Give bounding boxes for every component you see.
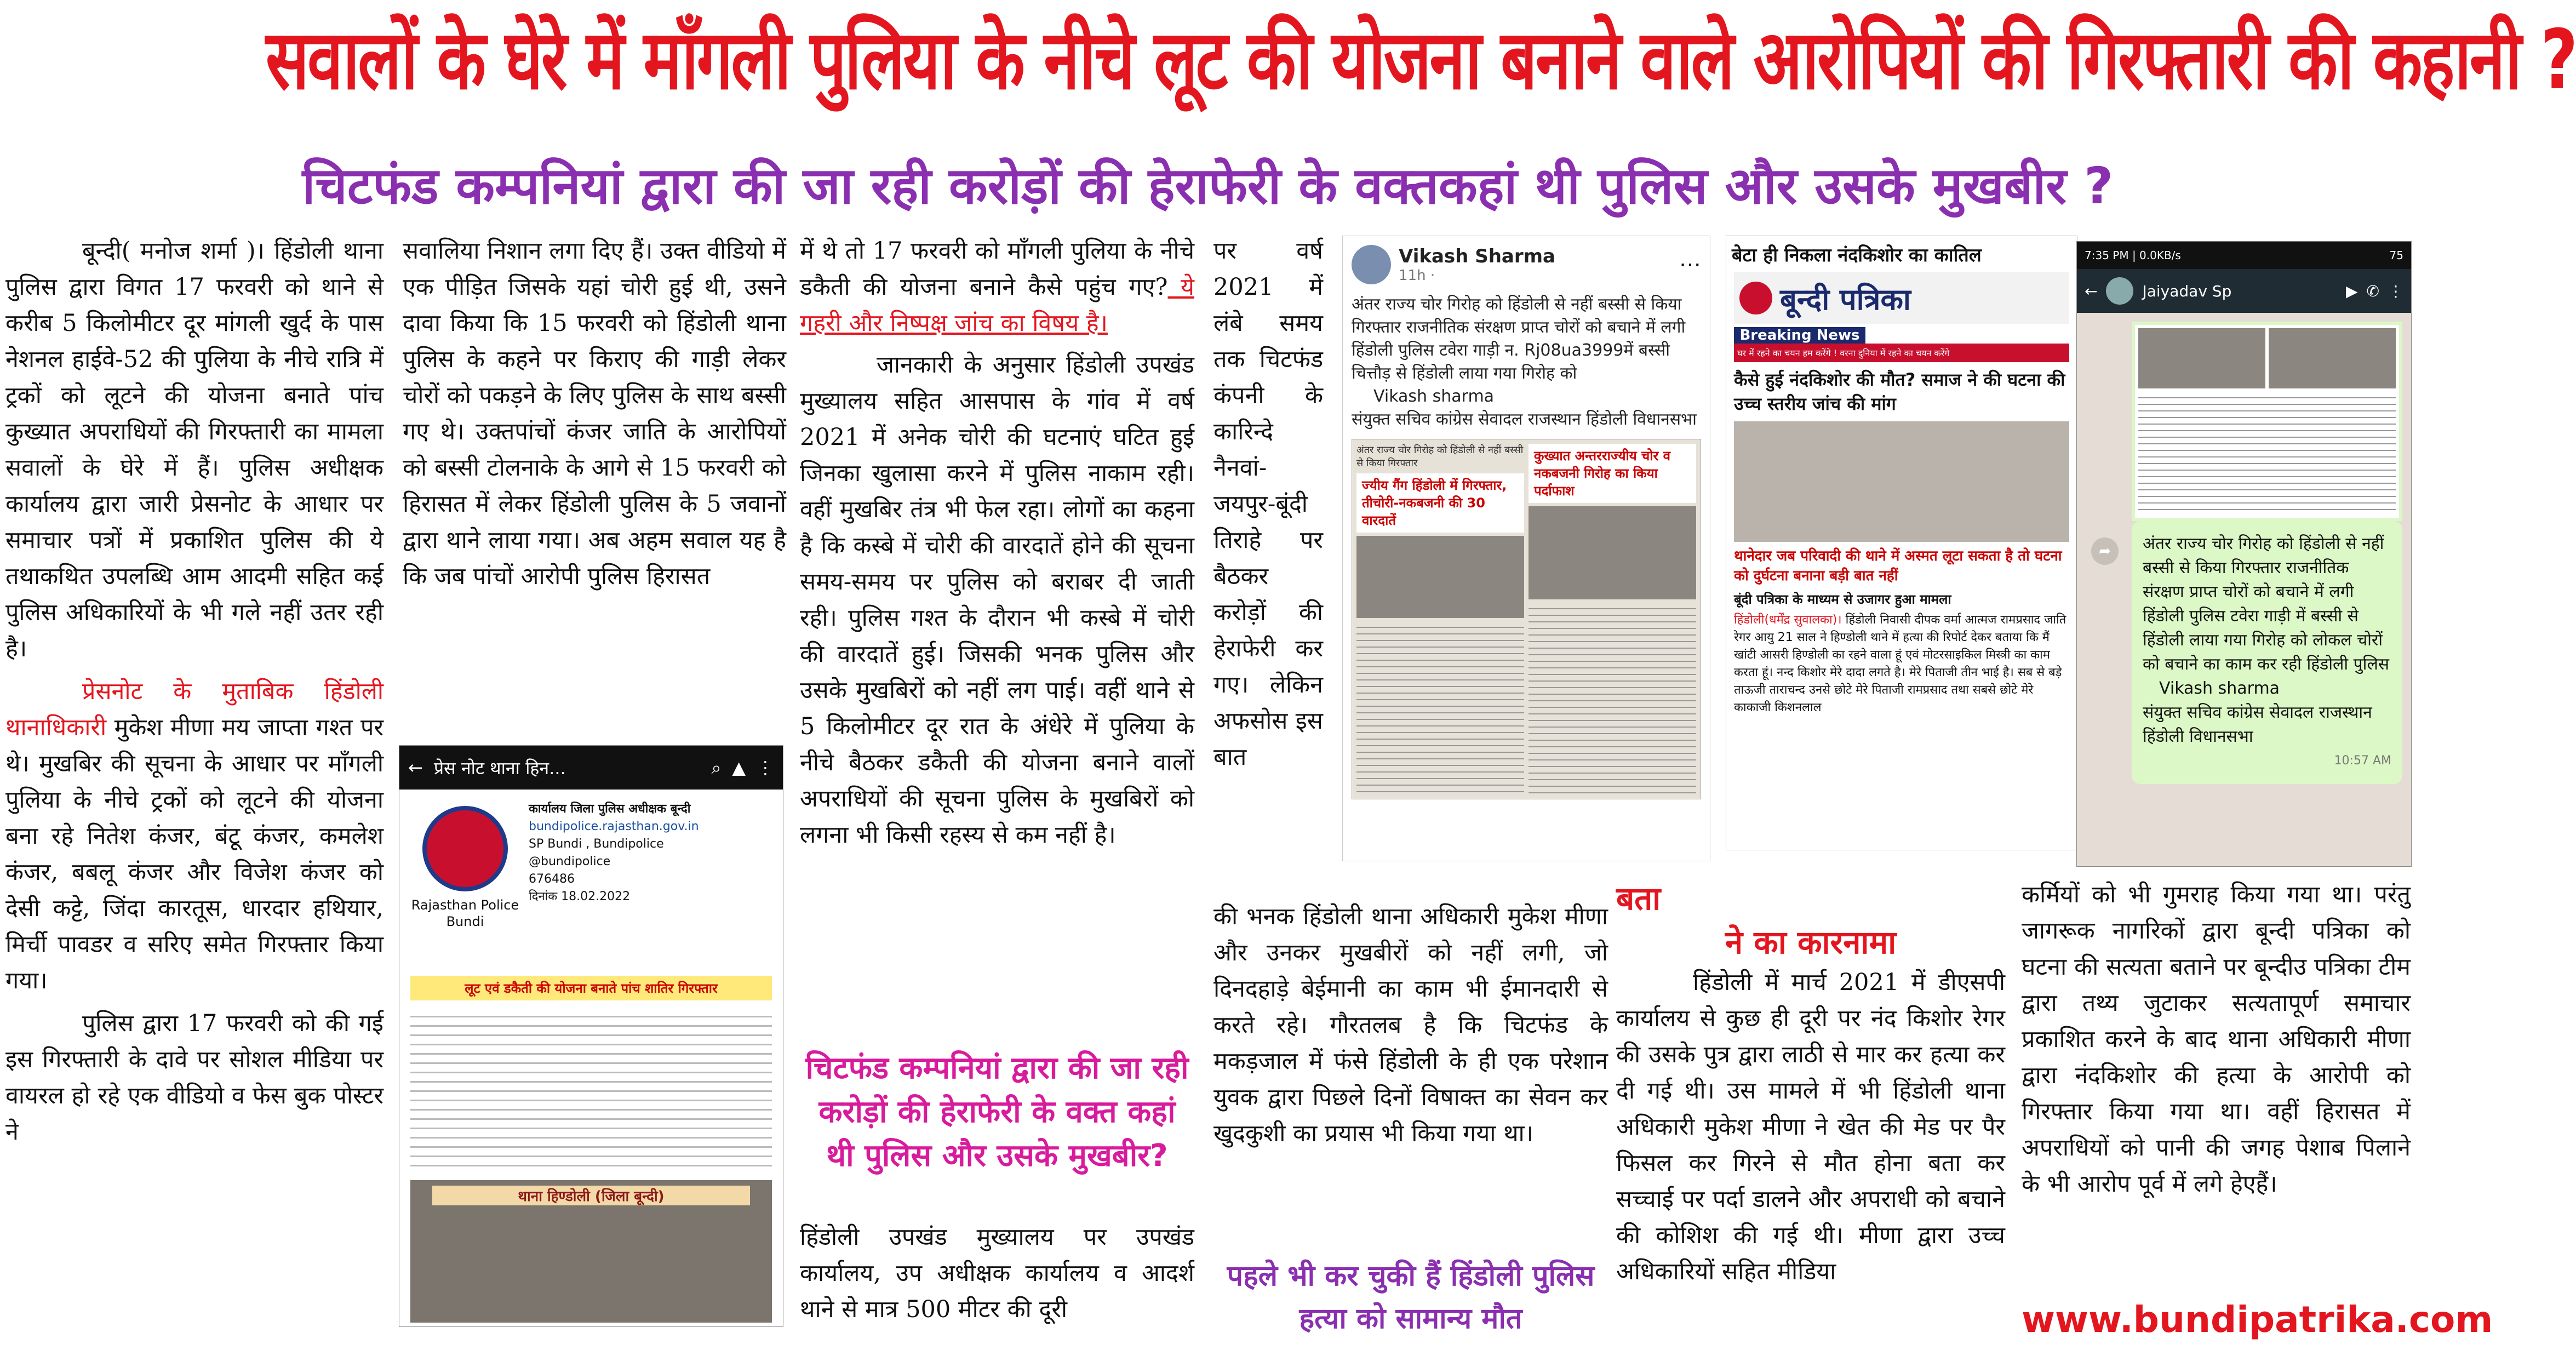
bp-sub: बूंदी पत्रिका के माध्यम से उजागर हुआ मामला xyxy=(1734,592,1951,607)
forward-icon[interactable]: ➦ xyxy=(2091,537,2119,565)
bp-headline: कैसे हुई नंदकिशोर की मौत? समाज ने की घटना की उच्च स्तरीय जांच की मांग xyxy=(1734,369,2065,414)
main-headline: सवालों के घेरे में माँगली पुलिया के नीचे लूट की योजना बनाने वाले आरोपियों की गिरफ्तारी की कहानी ? xyxy=(265,13,2576,108)
bp-body-red: हिंडोली(धर्मेंद्र सुवालका)। xyxy=(1734,613,1842,627)
facebook-post xyxy=(1342,236,1710,861)
clip2-head: ज्यीय गैंग हिंडोली में गिरफ्तार, तीचोरी-नकबजनी की 30 वारदातें xyxy=(1356,473,1524,533)
chat-message xyxy=(2132,521,2402,784)
bp-masthead xyxy=(1734,272,2069,324)
shared-photo-1 xyxy=(2138,328,2265,388)
status-time: 7:35 PM | 0.0KB/s xyxy=(2085,249,2181,262)
col6-para1: कर्मियों को भी गुमराह किया गया था। परंतु जागरूक नागरिकों द्वारा बून्दी पत्रिका को घटना की सत्यता बताने पर बून्दीउ पत्रिका टीम द्वारा तथ्य जुटाकर सत्यतापूर्ण समाचार प्रकाशित करने के बाद थाना अधिकारी मीणा द्वारा नंदकिशोर की हत्या के आरोपी को गिरफ्तार किया गया था। वहीं हिरासत में अपराधियों को पानी की जगह पेशाब पिलाने के भी आरोप पूर्व में लगे हेएहैं। xyxy=(2022,881,2411,1198)
pressnote-section-title: लूट एवं डकैती की योजना बनाते पांच शातिर गिरफ्तार xyxy=(410,976,772,1000)
col3-red-highlight: ये गहरी और निष्पक्ष जांच का विषय है। xyxy=(800,273,1194,337)
sub-headline: चिटफंड कम्पनियां द्वारा की जा रही करोड़ों की हेराफेरी के वक्तकहां थी पुलिस और उसके मुखबीर ? xyxy=(302,157,2114,215)
station-sign: थाना हिण्डोली (जिला बून्दी) xyxy=(432,1186,750,1205)
fb-sign-title: संयुक्त सचिव कांग्रेस सेवादल राजस्थान हिंडोली विधानसभा xyxy=(1352,410,1697,429)
bp-body: हिंडोली निवासी दीपक वर्मा आत्मज रामप्रसाद जाति रेगर आयु 21 साल ने हिण्डोली थाने में हत्या की रिपोर्ट देकर बताया कि मैं खांटी आसरी हिण्डोली का रहने वाला हूं एवं मोटरसाइकिल मिस्त्री का काम करता हूं। नन्द किशोर मेरे दादा लगते है। मेरे पिताजी तीन भाई है। सब से बड़े ताऊजी ताराचन्द उनसे छोटे मेरे पिताजी रामप्रसाद तथा सबसे छोटे मेरे काकाजी किशनलाल xyxy=(1734,613,2066,714)
article-column-3 xyxy=(800,233,1194,1044)
pressnote-screenshot xyxy=(399,745,783,1327)
bp-ticker: घर में रहने का चयन हम करेंगे ! वरना दुनिया में रहने का चयन करेंगे xyxy=(1734,344,2069,362)
byline: बून्दी( मनोज शर्मा )। xyxy=(82,237,265,265)
clip3-head: कुख्यात अन्तरराज्यीय चोर व नकबजनी गिरोह का किया पर्दाफाश xyxy=(1529,444,1696,503)
phone-icon[interactable]: ✆ xyxy=(2366,282,2379,300)
back-arrow-icon[interactable]: ← xyxy=(2085,282,2098,300)
fb-header xyxy=(1343,236,1710,293)
avatar[interactable] xyxy=(2106,277,2133,305)
fb-sign-name: Vikash sharma xyxy=(1373,387,1495,406)
bundipatrika-clipping xyxy=(1726,236,2077,850)
article-column-1 xyxy=(5,233,383,1345)
shared-photo-2 xyxy=(2269,328,2396,388)
search-icon[interactable]: ⌕ xyxy=(711,757,722,778)
fb-author[interactable]: Vikash Sharma xyxy=(1399,245,1555,267)
police-logo xyxy=(410,800,520,965)
bp-logo-icon xyxy=(1739,282,1772,314)
bp-breaking: Breaking News xyxy=(1734,327,1865,344)
back-arrow-icon[interactable]: ← xyxy=(408,757,423,778)
clip-text-1 xyxy=(1356,621,1524,794)
message-sign-title: संयुक्त सचिव कांग्रेस सेवादल राजस्थान हिंडोली विधानसभा xyxy=(2143,703,2372,746)
drive-icon[interactable]: ▲ xyxy=(732,757,746,778)
col5-head-a: बता xyxy=(1616,880,1661,917)
bp-top-head: बेटा ही निकला नंदकिशोर का कातिल xyxy=(1732,244,1982,266)
article-column-6 xyxy=(2022,877,2411,1315)
col1-para2: मुकेश मीणा मय जाप्ता गश्त पर थे। मुखबिर की सूचना के आधार पर माँगली पुलिया के नीचे ट्रकों को लूटने की योजना बना रहे नितेश कंजर, बंटू कंजर, कमलेश कंजर, बबलू कंजर और विजेश कंजर को देसी कट्टे, जिंदा कारतूस, धारदार हथियार, मिर्ची पावडर व सरिए समेत गिरफ्तार किया गया। xyxy=(5,714,383,994)
col1-red-lead: प्रेसनोट के मुताबिक हिंडोली थानाधिकारी xyxy=(5,678,383,741)
bp-caption: थानेदार जब परिवादी की थाने में अस्मत लूटा सकता है तो घटना को दुर्घटना बनाना बड़ी बात नहीं xyxy=(1734,548,2062,584)
bp-brand: बून्दी पत्रिका xyxy=(1780,282,1911,317)
article-column-4-narrow: पर वर्ष 2021 में लंबे समय तक चिटफंड कंपनी के कारिन्दे नैनवां-जयपुर-बूंदी तिराहे पर बैठकर करोड़ों की हेराफेरी कर गए। लेकिन अफसोस इस बात xyxy=(1213,237,1323,771)
video-call-icon[interactable]: ▶ xyxy=(2345,282,2358,300)
col2-para1: सवालिया निशान लगा दिए हैं। उक्त वीडियो में एक पीड़ित जिसके यहां चोरी हुई थी, उसने दावा किया कि 15 फरवरी को हिंडोली थाना पुलिस के कहने पर किराए की गाड़ी लेकर चोरों को पकड़ने के लिए पुलिस के साथ बस्सी गए थे। उक्तपांचों कंजर जाति के आरोपियों को बस्सी टोलनाके के आगे से 15 फरवरी को हिरासत में लेकर हिंडोली पुलिस के 5 जवानों द्वारा थाने लाया गया। अब अहम सवाल यह है कि जब पांचों आरोपी पुलिस हिरासत xyxy=(403,237,786,590)
article-column-5 xyxy=(1616,964,2005,1348)
more-icon[interactable]: ⋮ xyxy=(757,757,774,778)
clip-text-2 xyxy=(1529,603,1696,794)
fb-meta: 11h · xyxy=(1399,267,1435,284)
pressnote-header xyxy=(399,790,783,976)
battery-level: 75 xyxy=(2389,249,2403,262)
bp-photo xyxy=(1734,421,2069,542)
logo-text: Rajasthan Police Bundi xyxy=(411,897,519,929)
shared-image[interactable] xyxy=(2132,322,2402,521)
message-sign-name: Vikash sharma xyxy=(2159,679,2280,698)
more-icon[interactable]: ⋯ xyxy=(1679,252,1701,277)
col4-purple-subhead: पहले भी कर चुकी हैं हिंडोली पुलिस हत्या को सामान्य मौत xyxy=(1227,1260,1595,1335)
col3-para3: हिंडोली उपखंड मुख्यालय पर उपखंड कार्यालय, उप अधीक्षक कार्यालय व आदर्श थाने से मात्र 500 मीटर की दूरी xyxy=(800,1223,1194,1323)
website-url[interactable]: www.bundipatrika.com xyxy=(2022,1298,2493,1341)
fb-post-text: अंतर राज्य चोर गिरोह को हिंडोली से नहीं बस्सी से किया गिरफ्तार राजनीतिक संरक्षण प्राप्त चोरों को बचाने में लगी हिंडोली पुलिस टवेरा गाड़ी न. Rj08ua3999में बस्सी चित्तौड़ से हिंडोली लाया गया गिरोह को xyxy=(1352,295,1686,383)
shared-text xyxy=(2138,392,2396,514)
col3-para1: में थे तो 17 फरवरी को माँगली पुलिया के नीचे डकैती की योजना बनाने कैसे पहुंच गए? xyxy=(800,237,1194,301)
col3-pink-subhead: चिटफंड कम्पनियां द्वारा की जा रही करोड़ों की हेराफेरी के वक्त कहां थी पुलिस और उसके मुखबीर? xyxy=(805,1050,1189,1174)
whatsapp-screenshot xyxy=(2076,241,2412,867)
more-icon[interactable]: ⋮ xyxy=(2388,282,2403,300)
col1-para1: हिंडोली थाना पुलिस द्वारा विगत 17 फरवरी को थाने से करीब 5 किलोमीटर दूर मांगली खुर्द के पास नेशनल हाईवे-52 की पुलिया के नीचे रात्रि में ट्रकों को लूटने की योजना बनाते पांच कुख्यात अपराधियों की गिरफ्तारी का मामला सवालों के घेरे में हैं। पुलिस अधीक्षक कार्यालय द्वारा जारी प्रेसनोट के आधार पर समाचार पत्रों में प्रकाशित पुलिस की ये तथाकथित उपलब्धि आम आदमी सहित कई पुलिस अधिकारियों के भी गले नहीं उतर रही है। xyxy=(5,237,384,662)
message-time: 10:57 AM xyxy=(2334,754,2391,768)
fb-newspaper-clipping xyxy=(1352,439,1701,799)
pressnote-date: दिनांक 18.02.2022 xyxy=(529,890,631,903)
col5-head-b: ने का कारनामा xyxy=(1725,924,1897,961)
clip-photo-1 xyxy=(1356,536,1524,618)
clip1-head: अंतर राज्य चोर गिरोह को हिंडोली से नहीं बस्सी से किया गिरफ्तार xyxy=(1356,444,1524,469)
col1-para3: पुलिस द्वारा 17 फरवरी को की गई इस गिरफ्तारी के दावे पर सोशल मीडिया पर वायरल हो रहे एक वीडियो व फेस बुक पोस्टर ने xyxy=(5,1010,383,1146)
chat-header xyxy=(2077,269,2411,313)
phone: 676486 xyxy=(529,872,575,886)
website: bundipolice.rajasthan.gov.in xyxy=(529,820,699,833)
pressnote-bar-title: प्रेस नोट थाना हिन... xyxy=(433,757,566,779)
clip-photo-2 xyxy=(1529,506,1696,599)
fb-handle: SP Bundi , Bundipolice xyxy=(529,837,664,851)
col3-para2: जानकारी के अनुसार हिंडोली उपखंड मुख्यालय सहित आसपास के गांव में वर्ष 2021 में अनेक चोरी की घटनाएं घटित हुई जिनका खुलासा करने में पुलिस नाकाम रही। वहीं मुखबिर तंत्र भी फेल रहा। लोगों का कहना है कि कस्बे में चोरी की वारदातें होने की सूचना समय-समय पर पुलिस को बराबर दी जाती रही। पुलिस गश्त के दौरान भी कस्बे में चोरी की वारदातें हुई। जिसकी भनक पुलिस और उसके मुखबिरों को नहीं लग पाई। वहीं थाने से 5 किलोमीटर दूर रात के अंधेरे में पुलिया के नीचे बैठकर डकैती की योजना बनाने वालों अपराधियों की सूचना पुलिस के मुखबिरों को लगना भी किसी रहस्य से कम नहीं है। xyxy=(800,351,1194,849)
office-name: कार्यालय जिला पुलिस अधीक्षक बून्दी xyxy=(529,802,691,816)
twitter-handle: @bundipolice xyxy=(529,855,611,868)
article-column-4: की भनक हिंडोली थाना अधिकारी मुकेश मीणा और उनकर मुखबीरों को नहीं लगी, जो दिनदहाड़े बेईमानी का काम भी ईमानदारी से करते रहे। गौरतलब है कि चिटफंड के मकड़जाल में फंसे हिंडोली के ही एक परेशान युवक द्वारा पिछले दिनों विषाक्त का सेवन कर खुदकुशी का प्रयास भी किया गया था। xyxy=(1213,903,1608,1147)
station-photo xyxy=(410,1180,772,1323)
article-column-2 xyxy=(403,233,786,726)
pressnote-top-bar xyxy=(399,746,783,790)
col5-para1: हिंडोली में मार्च 2021 में डीएसपी कार्यालय से कुछ ही दूरी पर नंद किशोर रेगर की उसके पुत्र द्वारा लाठी से मार कर हत्या कर दी गई थी। उस मामले में भी हिंडोली थाना अधिकारी मुकेश मीणा ने खेत की मेड पर पैर फिसल कर गिरने से मौत होना बता कर सच्चाई पर पर्दा डालने और अपराधी को बचाने की कोशिश की गई थी। मीणा द्वारा उच्च अधिकारियों सहित मीडिया xyxy=(1616,969,2005,1285)
message-text: अंतर राज्य चोर गिरोह को हिंडोली से नहीं बस्सी से किया गिरफ्तार राजनीतिक संरक्षण प्राप्त चोरों को बचाने में लगी हिंडोली पुलिस टवेरा गाड़ी में बस्सी से हिंडोली लाया गया गिरोह को लोकल चोरों को बचाने का काम कर रही हिंडोली पुलिस xyxy=(2143,534,2390,674)
status-bar xyxy=(2077,242,2411,269)
avatar[interactable] xyxy=(1352,245,1391,284)
pressnote-body-lines xyxy=(410,1008,772,1172)
contact-name[interactable]: Jaiyadav Sp xyxy=(2142,282,2232,300)
